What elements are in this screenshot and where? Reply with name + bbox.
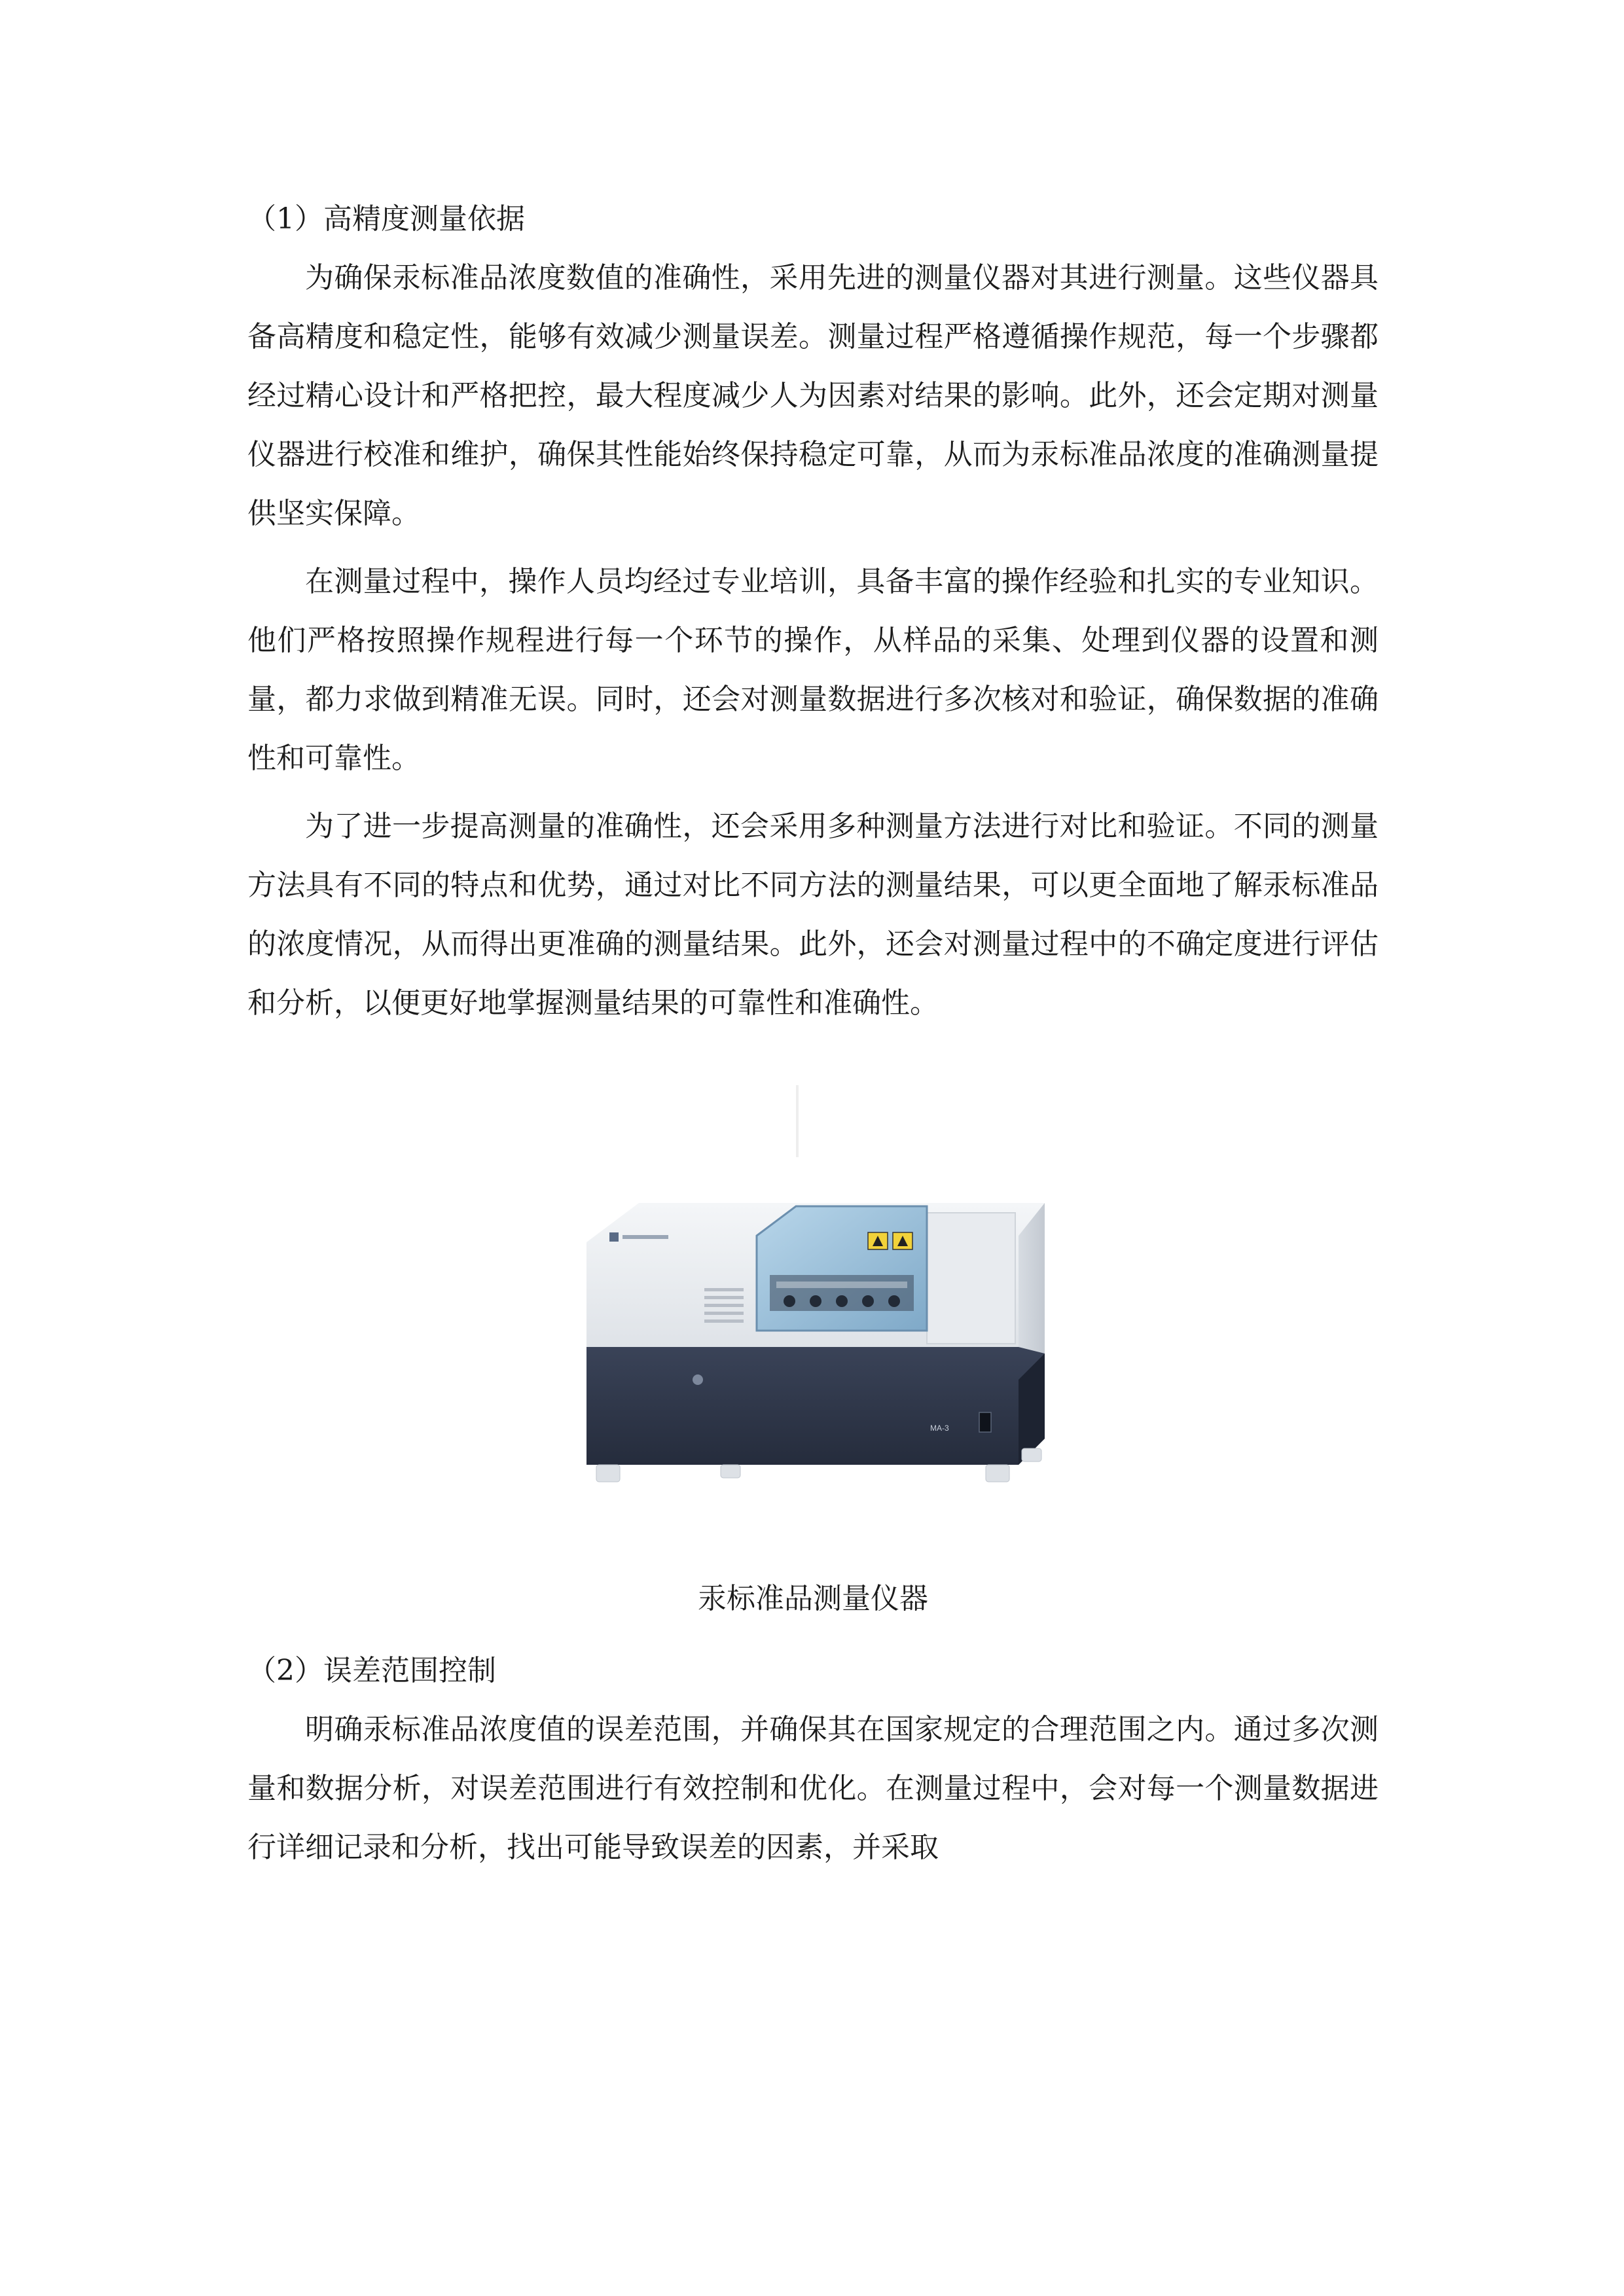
section-2-heading: （2）误差范围控制 (247, 1654, 496, 1687)
sample-slot-icon (784, 1295, 795, 1307)
foot (721, 1465, 740, 1478)
section-1-paragraph-2: 在测量过程中，操作人员均经过专业培训，具备丰富的操作经验和扎实的专业知识。他们严格按照操作规程进行每一个环节的操作，从样品的采集、处理到仪器的设置和测量，都力求做到精准无误。同时，还会对测量数据进行多次核对和验证，确保数据的准确性和可靠性。 (247, 565, 1379, 775)
mercury-analyzer-image (560, 1072, 1071, 1550)
power-switch-icon (979, 1412, 991, 1432)
section-1-paragraph-3: 为了进一步提高测量的准确性，还会采用多种测量方法进行对比和验证。不同的测量方法具有不同的特点和优势，通过对比不同方法的测量结果，可以更全面地了解汞标准品的浓度情况，从而得出更准确的测量结果。此外，还会对测量过程中的不确定度进行评估和分析，以便更好地掌握测量结果的可靠性和准确性。 (247, 810, 1379, 1020)
instrument-base (586, 1347, 1045, 1465)
section-1-heading: （1）高精度测量依据 (247, 202, 525, 236)
glass-window (757, 1206, 927, 1331)
foot (986, 1465, 1009, 1482)
figure-caption: 汞标准品测量仪器 (698, 1582, 928, 1615)
section-1-paragraph-1: 为确保汞标准品浓度数值的准确性，采用先进的测量仪器对其进行测量。这些仪器具备高精度和稳定性，能够有效减少测量误差。测量过程严格遵循操作规范，每一个步骤都经过精心设计和严格把控，最大程度减少人为因素对结果的影响。此外，还会定期对测量仪器进行校准和维护，确保其性能始终保持稳定可靠，从而为汞标准品浓度的准确测量提供坚实保障。 (247, 261, 1379, 530)
sample-slot-icon (862, 1295, 874, 1307)
sample-slot-icon (888, 1295, 900, 1307)
sample-slot-icon (810, 1295, 821, 1307)
tray-highlight (776, 1282, 907, 1288)
connector-port-icon (693, 1374, 703, 1385)
foot (1022, 1448, 1041, 1462)
instrument-figure (247, 1072, 1379, 1570)
brand-logo-text-shape (623, 1235, 668, 1239)
foot (596, 1465, 620, 1482)
sample-slot-icon (836, 1295, 848, 1307)
page-content (247, 190, 1379, 1886)
section-2-paragraph-1: 明确汞标准品浓度值的误差范围，并确保其在国家规定的合理范围之内。通过多次测量和数据分析，对误差范围进行有效控制和优化。在测量过程中，会对每一个测量数据进行详细记录和分析，找出可能导致误差的因素，并采取 (247, 1713, 1379, 1864)
brand-logo-icon (609, 1232, 619, 1242)
watermark-mark (796, 1085, 799, 1157)
model-label: MA-3 (930, 1424, 949, 1433)
right-compartment (927, 1213, 1015, 1344)
